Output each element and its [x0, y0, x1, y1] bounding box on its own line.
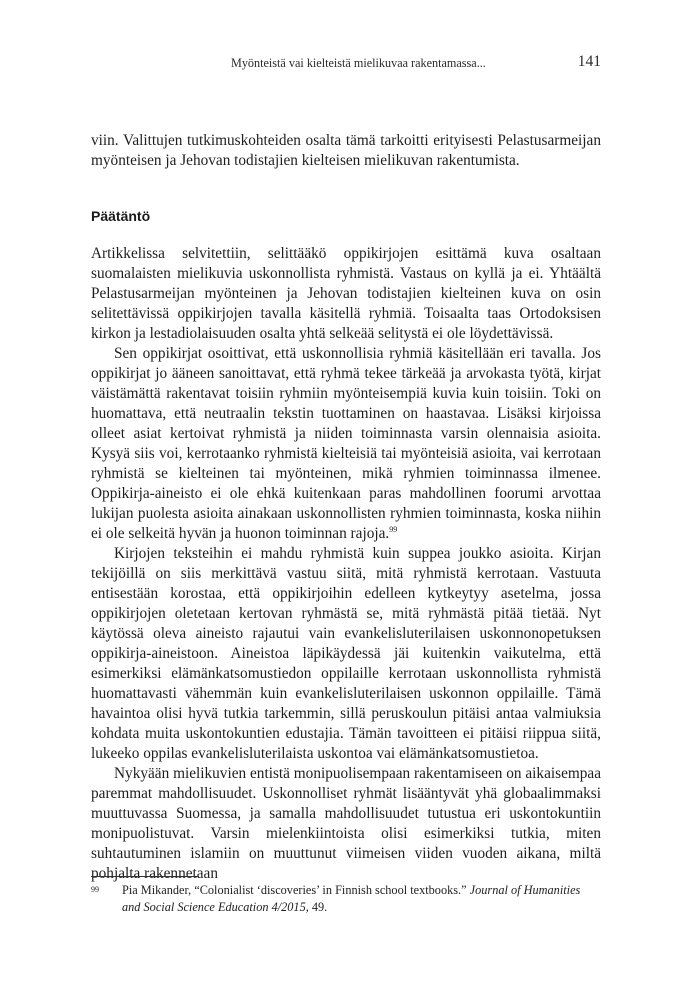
footnote-text — [91, 882, 601, 916]
page-number: 141 — [577, 53, 601, 70]
paragraph-text: Kirjojen teksteihin ei mahdu ryhmistä kuin suppea joukko asioita. Kirjan tekijöillä on siis merkittävä vastuu siitä, mitä ryhmistä kerrotaan. Vastuuta entisestään korostaa, että oppikirjoihin edelleen kytkeytyy asetelma, jossa oppikirjojen oletetaan kertovan ryhmästä se, mitä ryhmästä pitää tietää. Nyt käytössä oleva aineisto rajautui vain evankelisluterilaisen uskonnonopetuksen oppikirja-aineistoon. Aineistoa läpikäydessä jäi kuitenkin vaikutelma, että esimerkiksi elämänkatsomustiedon oppilaille kerrotaan uskonnollista ryhmistä huomattavasti vähemmän kuin evankelisluterilaisen uskonnon oppilaille. Tämä havaintoa olisi hyvä tutkia tarkemmin, sillä peruskoulun pitäisi antaa valmiuksia kohdata muita uskontokuntien edustajia. Tämän tavoitteen ei pitäisi riippua siitä, lukeeko oppilas evankelisluterilaista uskontoa vai elämänkatsomustietoa. — [91, 545, 601, 762]
paragraph — [91, 544, 601, 764]
footnote-citation: Pia Mikander, “Colonialist ‘discoveries’ in Finnish school textbooks.” — [122, 883, 470, 897]
intro-text-block — [91, 131, 601, 171]
footnote-journal: Journal of Humanities and Social Science Education 4/2015 — [122, 883, 581, 914]
running-title: Myönteistä vai kielteistä mielikuvaa rakentamassa... — [231, 56, 486, 70]
paragraph-text: Artikkelissa selvitettiin, selittääkö oppikirjojen esittämä kuva osaltaan suomalaisten mielikuvia uskonnollista ryhmistä. Vastaus on kyllä ja ei. Yhtäältä Pelastusarmeijan myönteinen ja Jehovan todistajien kielteinen kuva on osin selitettävissä oppikirjojen tavalla käsitellä ryhmiä. Toisaalta taas Ortodoksisen kirkon ja lestadiolaisuuden osalta yhtä selkeää selitystä ei ole löydettävissä. — [91, 245, 601, 342]
footnote-divider — [91, 876, 199, 877]
paragraph — [91, 764, 601, 884]
footnote-reference[interactable]: 99 — [389, 524, 398, 534]
paragraph-text: Nykyään mielikuvien entistä monipuolisempaan rakentamiseen on aikaisempaa paremmat mahdollisuudet. Uskonnolliset ryhmät lisääntyvät yhä globaalimmaksi muuttuvassa Suomessa, ja samalla mahdollisuudet tutustua eri uskontokuntiin monipuolistuvat. Varsin mielenkiintoista olisi esimerkiksi tutkia, miten suhtautuminen islamiin on muuttunut viimeisen viiden vuoden aikana, miltä pohjalta rakennetaan — [91, 765, 601, 882]
footnote-number: 99 — [91, 885, 99, 894]
main-text-block — [91, 244, 601, 884]
footnote-pages: , 49. — [305, 900, 328, 914]
running-header — [91, 53, 601, 73]
paragraph — [91, 344, 601, 544]
section-heading: Päätäntö — [91, 208, 151, 224]
intro-paragraph: viin. Valittujen tutkimuskohteiden osalta tämä tarkoitti erityisesti Pelastusarmeijan myönteisen ja Jehovan todistajien kielteisen mielikuvan rakentumista. — [91, 132, 601, 169]
paragraph — [91, 244, 601, 344]
footnote — [91, 882, 601, 916]
paragraph-text: Sen oppikirjat osoittivat, että uskonnollisia ryhmiä käsitellään eri tavalla. Jos oppikirjat jo ääneen sanoittavat, että ryhmä tekee tärkeää ja arvokasta työtä, kirjat väistämättä rakentavat toisiin ryhmiin myönteisempiä kuvia kuin toisiin. Toki on huomattava, että neutraalin tekstin tuottaminen on haastavaa. Lisäksi kirjoissa olleet asiat kertoivat ryhmistä ja niiden toiminnasta varsin olennaisia asioita. Kysyä siis voi, kerrotaanko ryhmistä kielteisiä tai myönteisiä asioita, vai kerrotaan ryhmistä se kielteinen tai myönteinen, mikä ryhmien toiminnassa ilmenee. Oppikirja-aineisto ei ole ehkä kuitenkaan paras mahdollinen foorumi arvottaa lukijan puolesta asioita ainakaan uskonnollisten ryhmien toiminnasta, koska niihin ei ole selkeitä hyvän ja huonon toiminnan rajoja. — [91, 345, 601, 542]
